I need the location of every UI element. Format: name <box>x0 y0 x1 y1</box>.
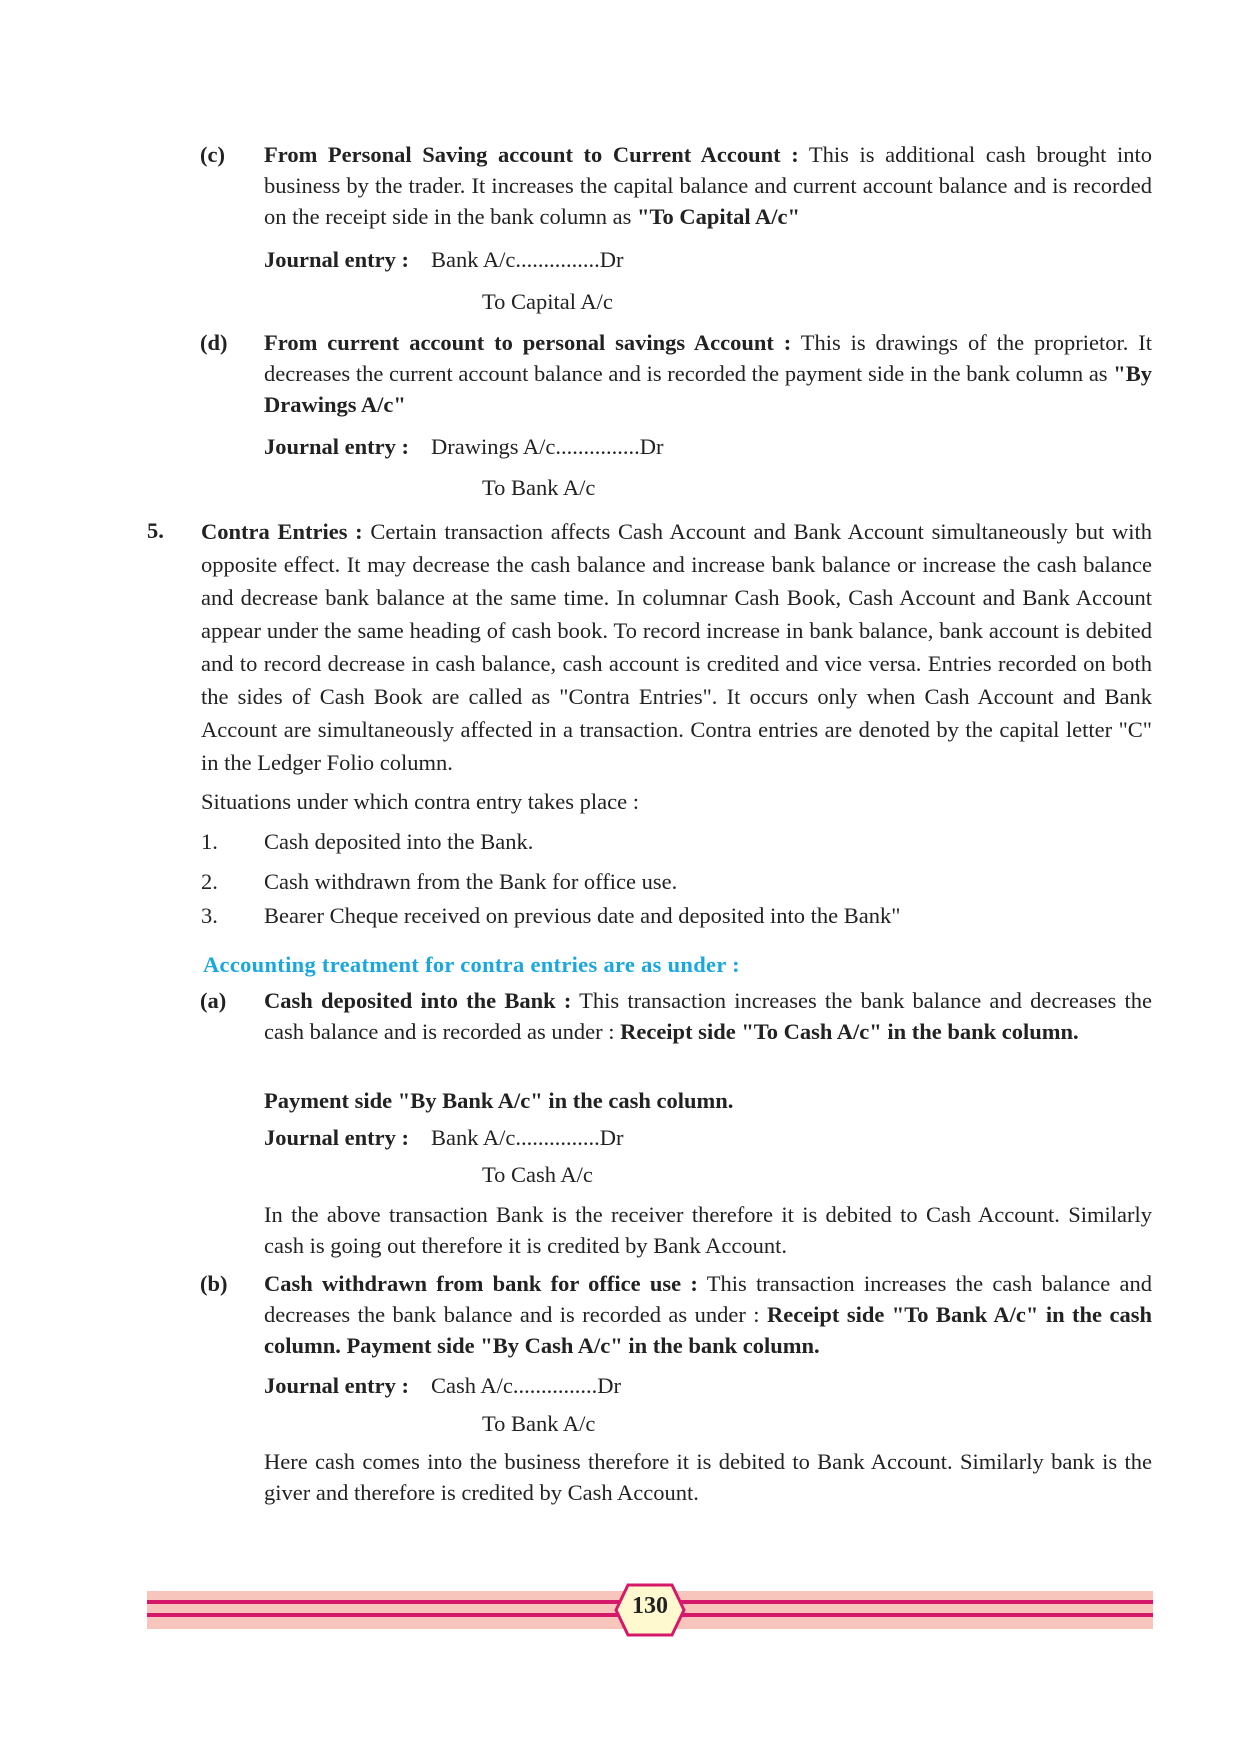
paragraph-a-title: Cash deposited into the Bank : <box>264 988 572 1013</box>
explanation-b: Here cash comes into the business therefore it is debited to Bank Account. Similarly bank is the giver and therefore is credited by Cash Account. <box>264 1449 1152 1506</box>
situation-number: 3. <box>201 903 218 928</box>
paragraph-d-title: From current account to personal savings Account : <box>264 330 792 355</box>
journal-label: Journal entry : <box>264 434 409 459</box>
paragraph-b-text: This transaction increases the cash balance and decreases the bank balance and is recorded as under : <box>264 1271 1152 1328</box>
item-label-a: (a) <box>200 988 227 1013</box>
journal-entry-b <box>264 1370 621 1401</box>
paragraph-a-text: This transaction increases the bank balance and decreases the cash balance and is recorded as under : <box>264 988 1152 1045</box>
contra-title: Contra Entries : <box>201 519 363 544</box>
contra-paragraph <box>201 515 1152 779</box>
journal-credit-c: To Capital A/c <box>482 289 613 314</box>
paragraph-d-bold-end: "By Drawings A/c" <box>264 361 1152 418</box>
journal-label: Journal entry : <box>264 1373 409 1398</box>
paragraph-d-text: This is drawings of the proprietor. It decreases the current account balance and is recorded the payment side in the bank column as <box>264 330 1152 387</box>
journal-debit: Bank A/c...............Dr <box>431 247 624 272</box>
situations-intro: Situations under which contra entry takes place : <box>201 789 639 814</box>
paragraph-b <box>264 1268 1152 1361</box>
situation-text: Bearer Cheque received on previous date and deposited into the Bank" <box>264 903 901 928</box>
explanation-a: In the above transaction Bank is the receiver therefore it is debited to Cash Account. Similarly cash is going out therefore it is credited by Bank Account. <box>264 1202 1152 1259</box>
paragraph-a-bold-end: Receipt side "To Cash A/c" in the bank column. <box>620 1019 1079 1045</box>
situation-number: 2. <box>201 869 218 894</box>
item-label-b: (b) <box>200 1271 228 1296</box>
item-label-c: (c) <box>200 142 225 167</box>
journal-entry-c <box>264 244 623 275</box>
section-number: 5. <box>147 518 164 543</box>
paragraph-c-bold-end: "To Capital A/c" <box>637 204 800 230</box>
journal-entry-a <box>264 1122 623 1153</box>
journal-credit-d: To Bank A/c <box>482 475 596 500</box>
item-label-d: (d) <box>200 330 228 355</box>
paragraph-b-bold-end: Receipt side "To Bank A/c" in the cash column. Payment side "By Cash A/c" in the bank column. <box>264 1302 1152 1359</box>
paragraph-c <box>264 139 1152 232</box>
situation-number: 1. <box>201 829 218 854</box>
situation-text: Cash withdrawn from the Bank for office use. <box>264 869 678 894</box>
journal-debit: Bank A/c...............Dr <box>431 1125 624 1150</box>
situation-text: Cash deposited into the Bank. <box>264 829 534 854</box>
journal-label: Journal entry : <box>264 247 409 272</box>
journal-entry-d <box>264 431 663 462</box>
paragraph-c-text: This is additional cash brought into business by the trader. It increases the capital balance and current account balance and is recorded on the receipt side in the bank column as <box>264 142 1152 230</box>
paragraph-d <box>264 327 1152 420</box>
page-number: 130 <box>632 1593 668 1619</box>
treatment-heading: Accounting treatment for contra entries are as under : <box>203 952 740 977</box>
paragraph-c-title: From Personal Saving account to Current Account : <box>264 142 799 167</box>
journal-credit-a: To Cash A/c <box>482 1162 593 1187</box>
payment-side-line: Payment side "By Bank A/c" in the cash column. <box>264 1088 734 1113</box>
journal-credit-b: To Bank A/c <box>482 1411 596 1436</box>
paragraph-b-title: Cash withdrawn from bank for office use : <box>264 1271 698 1296</box>
journal-debit: Drawings A/c...............Dr <box>431 434 664 459</box>
contra-text: Certain transaction affects Cash Account and Bank Account simultaneously but with opposite effect. It may decrease the cash balance and increase bank balance or increase the cash balance and decrease bank balance at the same time. In columnar Cash Book, Cash Account and Bank Account appear under the same heading of cash book. To record increase in bank balance, bank account is debited and to record decrease in cash balance, cash account is credited and vice versa. Entries recorded on both the sides of Cash Book are called as "Contra Entries". It occurs only when Cash Account and Bank Account are simultaneously affected in a transaction. Contra entries are denoted by the capital letter "C" in the Ledger Folio column. <box>201 519 1152 775</box>
paragraph-a <box>264 985 1152 1047</box>
journal-label: Journal entry : <box>264 1125 409 1150</box>
journal-debit: Cash A/c...............Dr <box>431 1373 621 1398</box>
